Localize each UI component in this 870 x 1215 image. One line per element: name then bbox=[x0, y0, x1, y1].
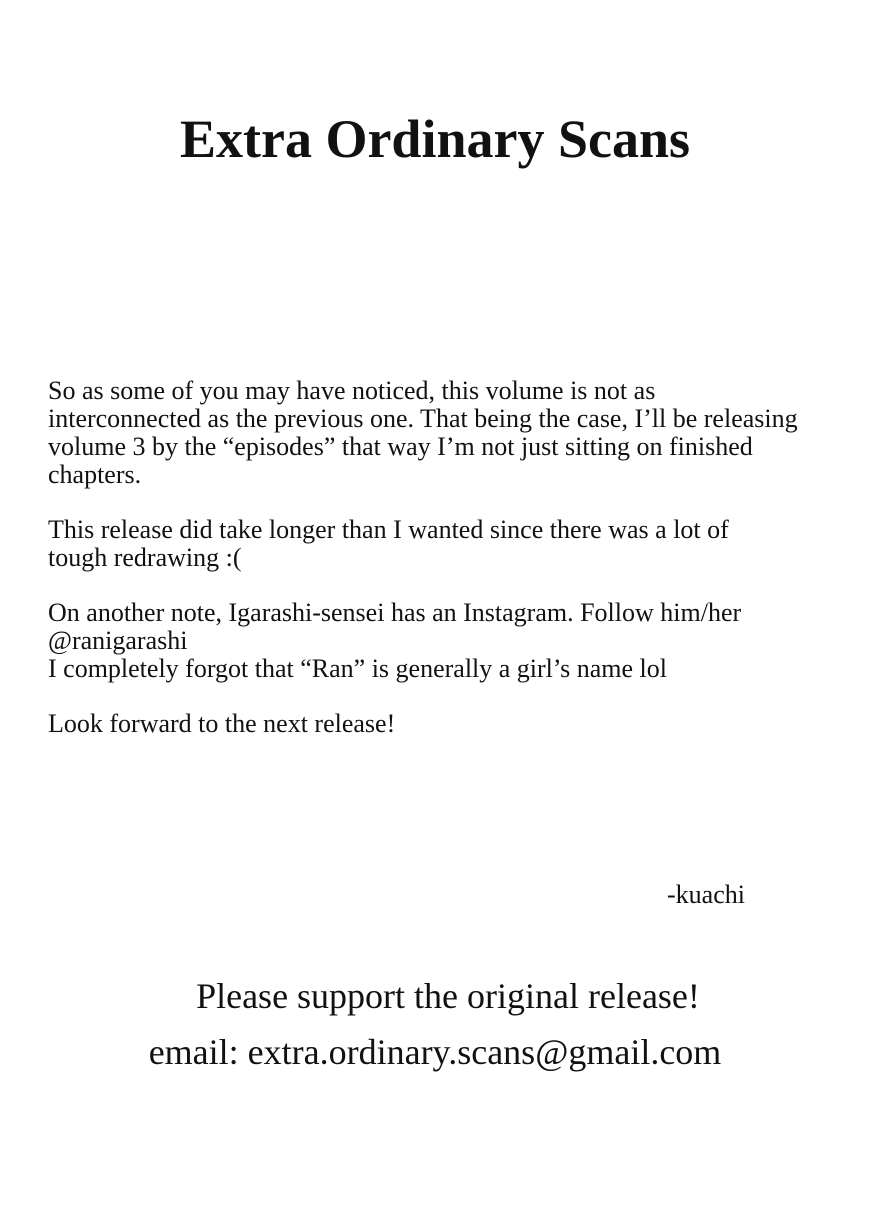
paragraph-delay-note bbox=[48, 516, 858, 572]
text-line: chapters. bbox=[48, 460, 142, 489]
text-line: This release did take longer than I wanted since there was a lot of bbox=[48, 515, 729, 544]
text-line: I completely forgot that “Ran” is generally a girl’s name lol bbox=[48, 654, 667, 683]
text-line: interconnected as the previous one. That being the case, I’ll be releasing bbox=[48, 404, 798, 433]
paragraph-instagram-note bbox=[48, 599, 858, 683]
paragraph-closing bbox=[48, 710, 858, 738]
signature: -kuachi bbox=[667, 880, 745, 909]
text-line: volume 3 by the “episodes” that way I’m not just sitting on finished bbox=[48, 432, 753, 461]
page-title: Extra Ordinary Scans bbox=[179, 109, 691, 169]
message-body bbox=[48, 377, 858, 765]
contact-email: email: extra.ordinary.scans@gmail.com bbox=[148, 1032, 722, 1072]
paragraph-volume-note bbox=[48, 377, 858, 489]
text-line: On another note, Igarashi-sensei has an Instagram. Follow him/her bbox=[48, 598, 742, 627]
instagram-handle: @ranigarashi bbox=[48, 626, 188, 655]
text-line: So as some of you may have noticed, this volume is not as bbox=[48, 376, 656, 405]
text-line: Look forward to the next release! bbox=[48, 709, 396, 738]
support-message: Please support the original release! bbox=[196, 976, 700, 1016]
text-line: tough redrawing :( bbox=[48, 543, 242, 572]
